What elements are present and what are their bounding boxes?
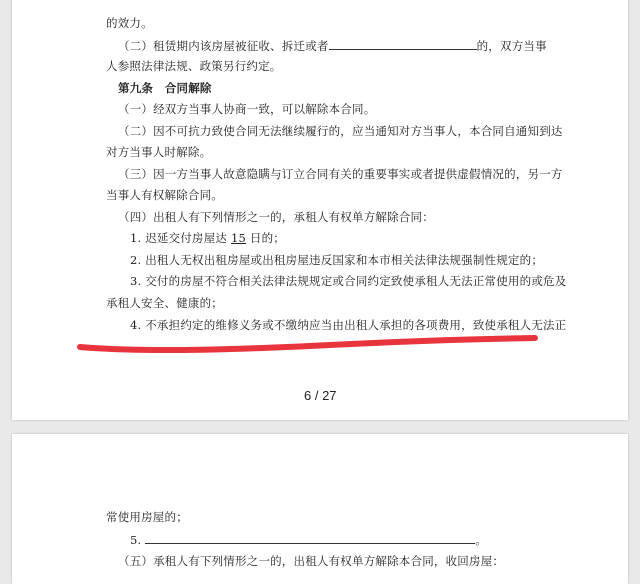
clause-2-suffix: 的，双方当事: [476, 39, 547, 53]
text-line: （三）因一方当事人故意隐瞒与订立合同有关的重要事实或者提供虚假情况的，另一方: [118, 167, 563, 181]
sub-item-1-suffix: 日的；: [249, 231, 286, 245]
delay-days-value[interactable]: 15: [231, 231, 247, 245]
sub-item-5: [130, 532, 487, 547]
article-heading: 第九条 合同解除: [118, 81, 212, 95]
text-line: 当事人有权解除合同。: [106, 188, 223, 202]
sub-item-4: 4. 不承担约定的维修义务或不缴纳应当由出租人承担的各项费用，致使承租人无法正: [130, 318, 567, 332]
sub-item-2: 2. 出租人无权出租房屋或出租房屋违反国家和本市相关法律法规强制性规定的；: [130, 253, 544, 267]
sub-item-1-text: 1. 迟延交付房屋达: [130, 231, 228, 245]
document-page-7: [12, 434, 628, 584]
text-line: 人参照法律法规、政策另行约定。: [106, 59, 282, 73]
sub-item-3: 3. 交付的房屋不符合相关法律法规规定或合同约定致使承租人无法正常使用的或危及: [130, 274, 567, 288]
sub-item-1: [130, 231, 285, 245]
fill-in-blank[interactable]: [145, 532, 475, 544]
sub-item-5-suffix: 。: [475, 533, 487, 547]
fill-in-blank[interactable]: [329, 38, 477, 50]
text-line: 对方当事人时解除。: [106, 145, 212, 159]
text-line: （五）承租人有下列情形之一的，出租人有权单方解除本合同，收回房屋：: [118, 554, 505, 568]
page-number: 6 / 27: [304, 388, 337, 403]
text-line: （四）出租人有下列情形之一的，承租人有权单方解除合同：: [118, 210, 434, 224]
text-line: （二）因不可抗力致使合同无法继续履行的，应当通知对方当事人，本合同自通知到达: [118, 124, 563, 138]
text-line: （一）经双方当事人协商一致，可以解除本合同。: [118, 102, 376, 116]
sub-item-5-label: 5.: [130, 533, 142, 547]
clause-2-text: （二）租赁期内该房屋被征收、拆迁或者: [118, 39, 329, 53]
text-line: 的效力。: [106, 16, 153, 30]
document-page-6: [12, 0, 628, 420]
clause-2-line: [118, 38, 547, 53]
text-line: 常使用房屋的；: [106, 510, 188, 524]
text-line: 承租人安全、健康的；: [106, 296, 223, 310]
